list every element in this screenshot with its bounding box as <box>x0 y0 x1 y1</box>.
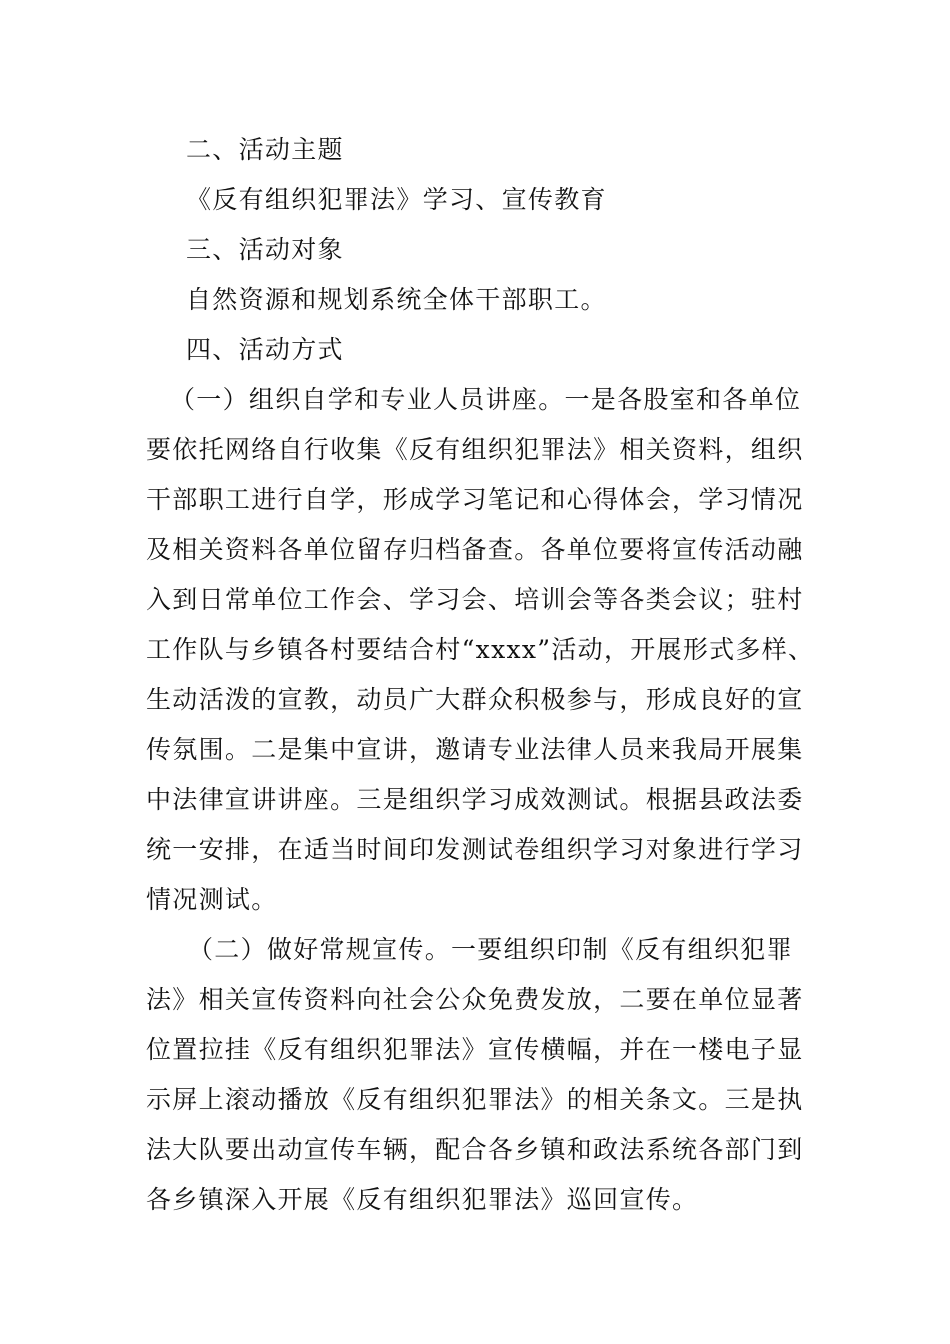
paragraph-line: 入到日常单位工作会、学习会、培训会等各类会议；驻村 <box>146 585 804 614</box>
paragraph-line: 各乡镇深入开展《反有组织犯罪法》巡回宣传。 <box>146 1185 699 1214</box>
paragraph-line: 工作队与乡镇各村要结合村“xxxx”活动，开展形式多样、 <box>146 635 815 664</box>
paragraph-line: 位置拉挂《反有组织犯罪法》宣传横幅，并在一楼电子显 <box>146 1035 804 1064</box>
paragraph-line: 情况测试。 <box>146 885 278 914</box>
paragraph-line: 传氛围。二是集中宣讲，邀请专业法律人员来我局开展集 <box>146 735 804 764</box>
section-heading-method: 四、活动方式 <box>186 335 344 364</box>
paragraph-line: 及相关资料各单位留存归档备查。各单位要将宣传活动融 <box>146 535 804 564</box>
paragraph-line: 示屏上滚动播放《反有组织犯罪法》的相关条文。三是执 <box>146 1085 804 1114</box>
paragraph-line: 统一安排，在适当时间印发测试卷组织学习对象进行学习 <box>146 835 804 864</box>
section-heading-audience: 三、活动对象 <box>186 235 344 264</box>
paragraph-line: （二）做好常规宣传。一要组织印制《反有组织犯罪 <box>188 935 793 964</box>
paragraph-line: （一）组织自学和专业人员讲座。一是各股室和各单位 <box>170 385 802 414</box>
paragraph-line: 法》相关宣传资料向社会公众免费发放，二要在单位显著 <box>146 985 804 1014</box>
paragraph-line: 生动活泼的宣教，动员广大群众积极参与，形成良好的宣 <box>146 685 804 714</box>
audience-text: 自然资源和规划系统全体干部职工。 <box>186 285 607 314</box>
section-heading-theme: 二、活动主题 <box>186 135 344 164</box>
theme-text: 《反有组织犯罪法》学习、宣传教育 <box>186 185 607 214</box>
paragraph-line: 要依托网络自行收集《反有组织犯罪法》相关资料，组织 <box>146 435 804 464</box>
paragraph-line: 中法律宣讲讲座。三是组织学习成效测试。根据县政法委 <box>146 785 804 814</box>
paragraph-line: 法大队要出动宣传车辆，配合各乡镇和政法系统各部门到 <box>146 1135 804 1164</box>
paragraph-line: 干部职工进行自学，形成学习笔记和心得体会，学习情况 <box>146 485 804 514</box>
